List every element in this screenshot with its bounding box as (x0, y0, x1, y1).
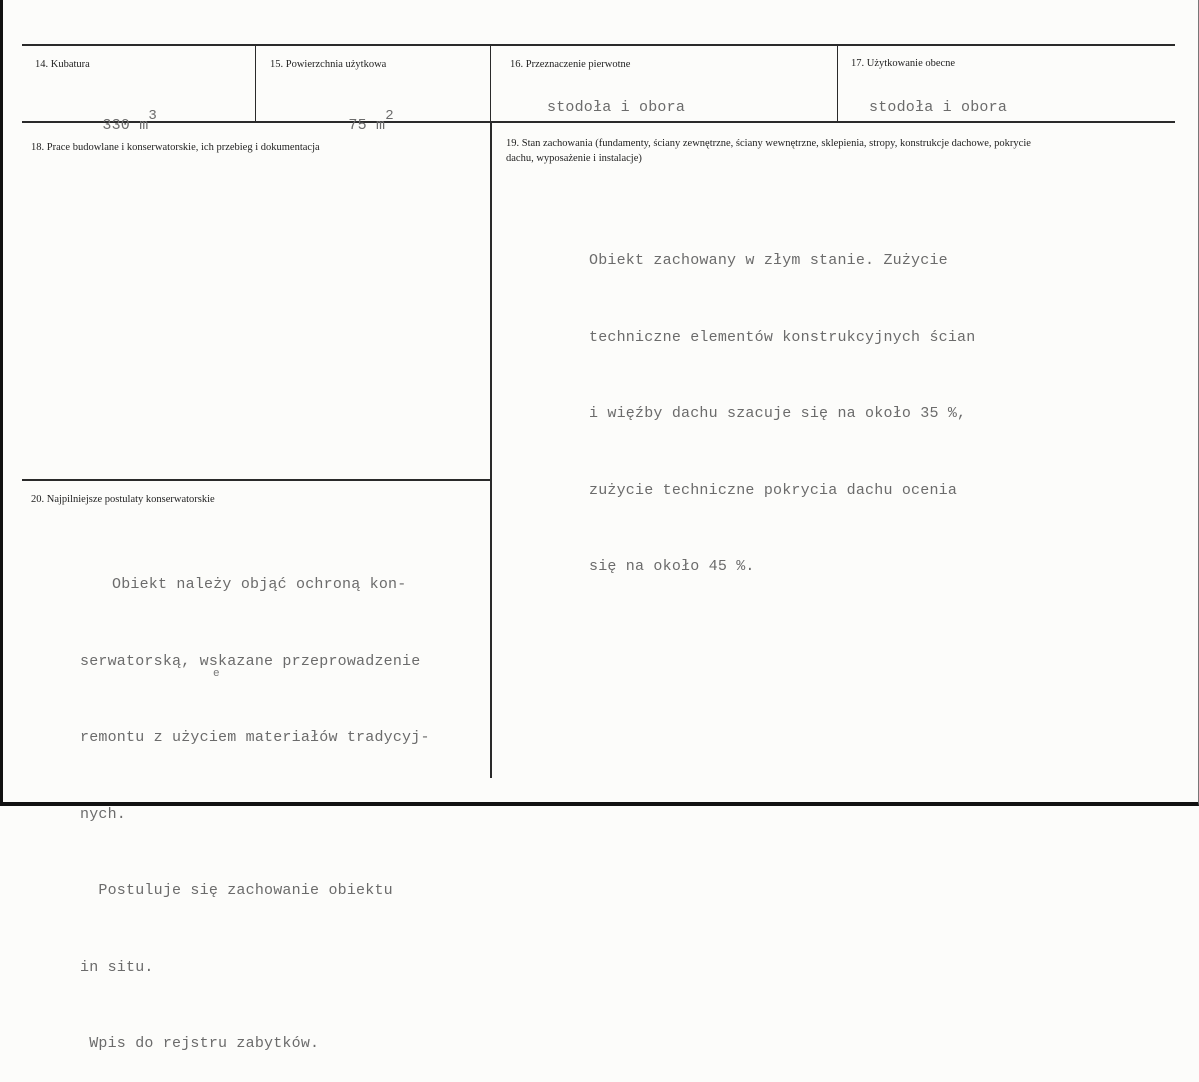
divider-14-15 (255, 44, 256, 122)
field-18-label: 18. Prace budowlane i konserwatorskie, ich przebieg i dokumentacja (31, 142, 320, 153)
text-line: się na około 45 %. (589, 558, 755, 575)
powierzchnia-value: 75 m (348, 117, 386, 134)
text-line: Postuluje się zachowanie obiektu (80, 882, 393, 899)
field-16-label: 16. Przeznaczenie pierwotne (510, 59, 631, 70)
row1-bottom-rule (22, 121, 1175, 123)
field-17-value: stodoła i obora (869, 99, 1008, 116)
field-16-value: stodoła i obora (547, 99, 686, 116)
field-19-label: 19. Stan zachowania (fundamenty, ściany zewnętrzne, ściany wewnętrzne, sklepienia, stropy, konstrukcje dachowe, pokrycie dachu, wyposażenie i instalacje) (506, 138, 1031, 164)
divider-16-17 (837, 44, 838, 122)
field-14-label: 14. Kubatura (35, 59, 90, 70)
text-line: Wpis do rejstru zabytków. (80, 1035, 320, 1052)
text-line: Obiekt należy objąć ochroną kon- (112, 576, 407, 593)
divider-left-right (490, 122, 492, 778)
field-17-label: 17. Użytkowanie obecne (851, 58, 956, 69)
text-line: serwatorską, wskazane przeprowadzenie (80, 652, 421, 670)
text-line: nych. (80, 805, 127, 823)
field-14-value (84, 100, 157, 134)
handwritten-correction-mark: e (213, 668, 220, 680)
divider-15-16 (490, 44, 491, 122)
text-line: i więźby dachu szacuje się na około 35 %, (589, 405, 967, 422)
kubatura-value: 330 m (102, 117, 149, 134)
field-20-text (80, 521, 430, 1082)
kubatura-unit-exponent: 3 (148, 108, 158, 124)
powierzchnia-unit-exponent: 2 (385, 108, 394, 124)
divider-18-20 (22, 479, 491, 481)
top-rule (22, 44, 1175, 46)
text-line: in situ. (80, 958, 154, 976)
text-line: techniczne elementów konstrukcyjnych ścian (589, 328, 976, 346)
field-15-value (330, 100, 394, 134)
text-line: remontu z użyciem materiałów tradycyj- (80, 729, 430, 746)
field-15-label: 15. Powierzchnia użytkowa (270, 59, 387, 70)
text-line: zużycie techniczne pokrycia dachu ocenia (589, 481, 958, 499)
field-19-text (589, 197, 975, 605)
field-20-label: 20. Najpilniejsze postulaty konserwatorskie (31, 494, 215, 505)
text-line: Obiekt zachowany w złym stanie. Zużycie (589, 252, 948, 269)
